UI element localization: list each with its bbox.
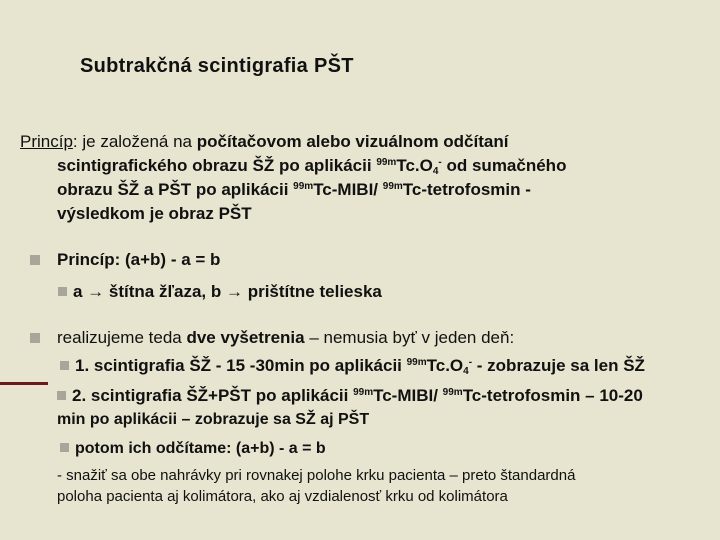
intro-line-3: obrazu ŠŽ a PŠT po aplikácii $^{99m}$Tc-MIBI/ $^{99m}$Tc-tetrofosmin - xyxy=(57,180,531,199)
exam-2-cont: min po aplikácii – zobrazuje sa SŽ aj PŠT xyxy=(57,411,370,428)
intro-line-2: scintigrafického obrazu ŠŽ po aplikácii $^{99m}Tc.O_4^-$ od sumačného xyxy=(57,156,567,177)
sub-bullet-icon xyxy=(58,287,67,296)
sub-bullet-icon xyxy=(57,391,66,400)
bullet-square-icon xyxy=(30,333,40,343)
subtract-line: potom ich odčítame: (a+b) - a = b xyxy=(60,437,326,460)
note-line-1: - snažiť sa obe nahrávky pri rovnakej polohe krku pacienta – preto štandardná xyxy=(57,467,576,484)
exam-1: 1. scintigrafia ŠŽ - 15 -30min po aplikácii $^{99m}Tc.O_4^-$ - zobrazuje sa len ŠŽ xyxy=(60,354,645,377)
slide-title: Subtrakčná scintigrafia PŠT xyxy=(80,55,354,77)
principle-label: Princíp xyxy=(20,132,73,151)
bullet-two-exams: realizujeme teda dve vyšetrenia – nemusia byť v jeden deň: xyxy=(57,328,515,347)
intro-line-4: výsledkom je obraz PŠT xyxy=(57,204,252,223)
bullet-principle: Princíp: (a+b) - a = b xyxy=(57,250,221,269)
note-line-2: poloha pacienta aj kolimátora, ako aj vzdialenosť krku od kolimátora xyxy=(57,488,508,505)
divider xyxy=(0,382,48,385)
exam-2: 2. scintigrafia ŠŽ+PŠT po aplikácii $^{99m}$Tc-MIBI/ $^{99m}$Tc-tetrofosmin – 10-20 xyxy=(57,384,643,407)
intro-line-1: Princíp: je založená na počítačovom alebo vizuálnom odčítaní xyxy=(20,132,509,151)
sub-bullet-icon xyxy=(60,361,69,370)
bullet-square-icon xyxy=(30,255,40,265)
sub-bullet-icon xyxy=(60,443,69,452)
sub-bullet-ab: a → štítna žľaza, b → prištítne telieska xyxy=(58,280,382,303)
